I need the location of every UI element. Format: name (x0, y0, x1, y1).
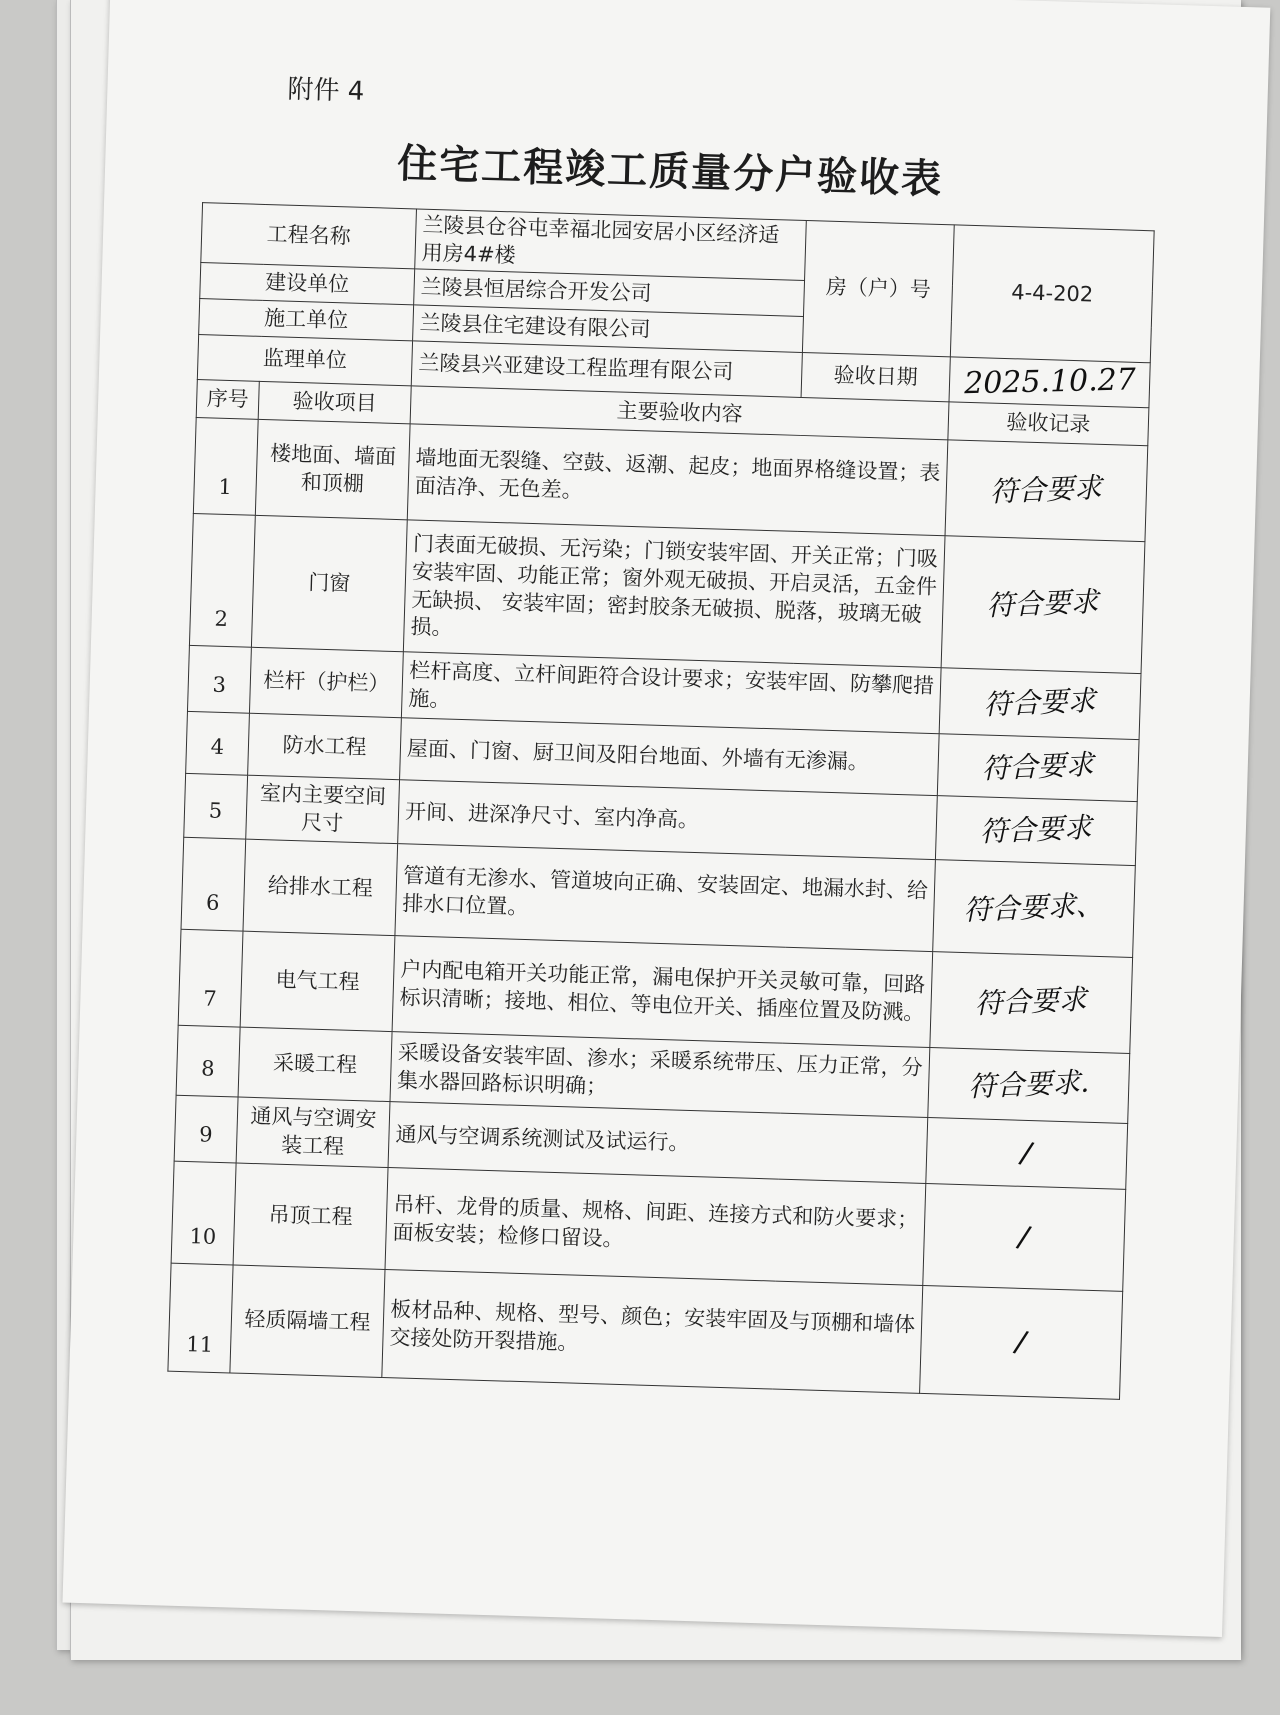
row-record-cell (937, 734, 1139, 802)
row-content: 墙地面无裂缝、空鼓、返潮、起皮；地面界格缝设置；表面洁净、无色差。 (407, 424, 948, 536)
row-record-signature: 符合要求 (983, 683, 1097, 722)
row-item: 轻质隔墙工程 (230, 1265, 385, 1377)
row-record-cell (920, 1285, 1123, 1399)
row-content: 通风与空调系统测试及试运行。 (388, 1102, 928, 1184)
row-item: 采暖工程 (238, 1027, 392, 1101)
row-record-signature: 符合要求 (986, 585, 1100, 623)
col-record: 验收记录 (948, 402, 1149, 446)
row-content: 门表面无破损、无污染；门锁安装牢固、开关正常；门吸安装牢固、功能正常；窗外观无破损、开启灵活，五金件无缺损、 安装牢固；密封胶条无破损、脱落，玻璃无破损。 (403, 520, 945, 668)
row-content: 屋面、门窗、厨卫间及阳台地面、外墙有无渗漏。 (400, 718, 940, 796)
supervisor-value: 兰陵县兴亚建设工程监理有限公司 (411, 341, 802, 397)
col-content: 主要验收内容 (410, 386, 949, 440)
developer-label: 建设单位 (200, 263, 415, 305)
row-content: 采暖设备安装牢固、渗水；采暖系统带压、压力正常，分集水器回路标识明确； (390, 1032, 930, 1118)
row-record-signature: 符合要求 (979, 810, 1093, 849)
row-no: 3 (187, 645, 251, 713)
row-record-cell (930, 952, 1133, 1054)
row-content: 管道有无渗水、管道坡向正确、安装固定、地漏水封、给排水口位置。 (395, 844, 935, 952)
date-label: 验收日期 (801, 353, 950, 402)
row-no: 6 (181, 837, 246, 931)
row-record-cell (935, 796, 1137, 866)
row-record-signature: 符合要求 (981, 747, 1095, 786)
row-item: 电气工程 (240, 931, 395, 1031)
col-item: 验收项目 (258, 381, 411, 423)
row-item: 给排水工程 (243, 839, 398, 935)
row-item: 吊顶工程 (233, 1163, 388, 1269)
row-record-cell (939, 668, 1141, 740)
row-no: 5 (184, 773, 248, 839)
col-no: 序号 (196, 380, 259, 420)
form-title: 住宅工程竣工质量分户验收表 (396, 140, 944, 204)
inspection-table (167, 202, 1154, 1400)
room-value: 4-4-202 (950, 225, 1154, 363)
attachment-label: 附件 4 (287, 74, 365, 107)
row-content: 开间、进深净尺寸、室内净高。 (398, 780, 938, 860)
row-item: 门窗 (251, 515, 407, 651)
row-record-signature: 符合要求、 (963, 888, 1105, 927)
row-record-signature: 符合要求 (989, 471, 1103, 509)
row-no: 7 (178, 929, 243, 1027)
row-no: 2 (189, 513, 255, 647)
row-item: 通风与空调安装工程 (236, 1097, 390, 1167)
row-record-signature: 符合要求. (967, 1065, 1090, 1104)
row-record-cell (941, 536, 1145, 674)
row-record-cell (945, 440, 1148, 542)
contractor-value: 兰陵县住宅建设有限公司 (413, 305, 804, 353)
row-no: 4 (186, 711, 250, 775)
project-name-value: 兰陵县仓谷屯幸福北园安居小区经济适用房4#楼 (415, 209, 807, 281)
row-no: 9 (174, 1095, 238, 1163)
row-no: 8 (176, 1025, 240, 1097)
row-item: 栏杆（护栏） (249, 647, 403, 717)
row-no: 10 (171, 1161, 236, 1265)
date-handwritten: 2025.10.27 (963, 362, 1136, 402)
row-record-slash: / (1017, 1134, 1037, 1172)
row-record-cell (928, 1048, 1130, 1124)
row-record-slash: / (1014, 1218, 1034, 1256)
row-content: 户内配电箱开关功能正常，漏电保护开关灵敏可靠，回路标识清晰；接地、相位、等电位开关、插座位置及防溅。 (392, 936, 933, 1048)
row-content: 栏杆高度、立杆间距符合设计要求；安装牢固、防攀爬措施。 (401, 652, 941, 734)
supervisor-label: 监理单位 (197, 335, 412, 386)
row-content: 吊杆、龙骨的质量、规格、间距、连接方式和防火要求；面板安装；检修口留设。 (385, 1168, 926, 1286)
row-record-signature: 符合要求 (974, 982, 1088, 1021)
row-item: 室内主要空间尺寸 (246, 775, 400, 843)
row-record-cell (933, 860, 1136, 958)
developer-value: 兰陵县恒居综合开发公司 (414, 269, 805, 317)
row-record-slash: / (1011, 1323, 1031, 1361)
room-label: 房（户）号 (802, 221, 954, 358)
row-content: 板材品种、规格、型号、颜色；安装牢固及与顶棚和墙体交接处防开裂措施。 (382, 1270, 923, 1394)
row-item: 楼地面、墙面和顶棚 (255, 419, 410, 519)
date-cell (949, 357, 1150, 408)
row-no: 11 (168, 1263, 233, 1373)
contractor-label: 施工单位 (199, 299, 414, 341)
row-no: 1 (193, 418, 258, 516)
row-record-cell (926, 1118, 1128, 1190)
row-record-cell (923, 1184, 1126, 1292)
project-name-label: 工程名称 (201, 203, 417, 270)
row-item: 防水工程 (248, 713, 402, 779)
